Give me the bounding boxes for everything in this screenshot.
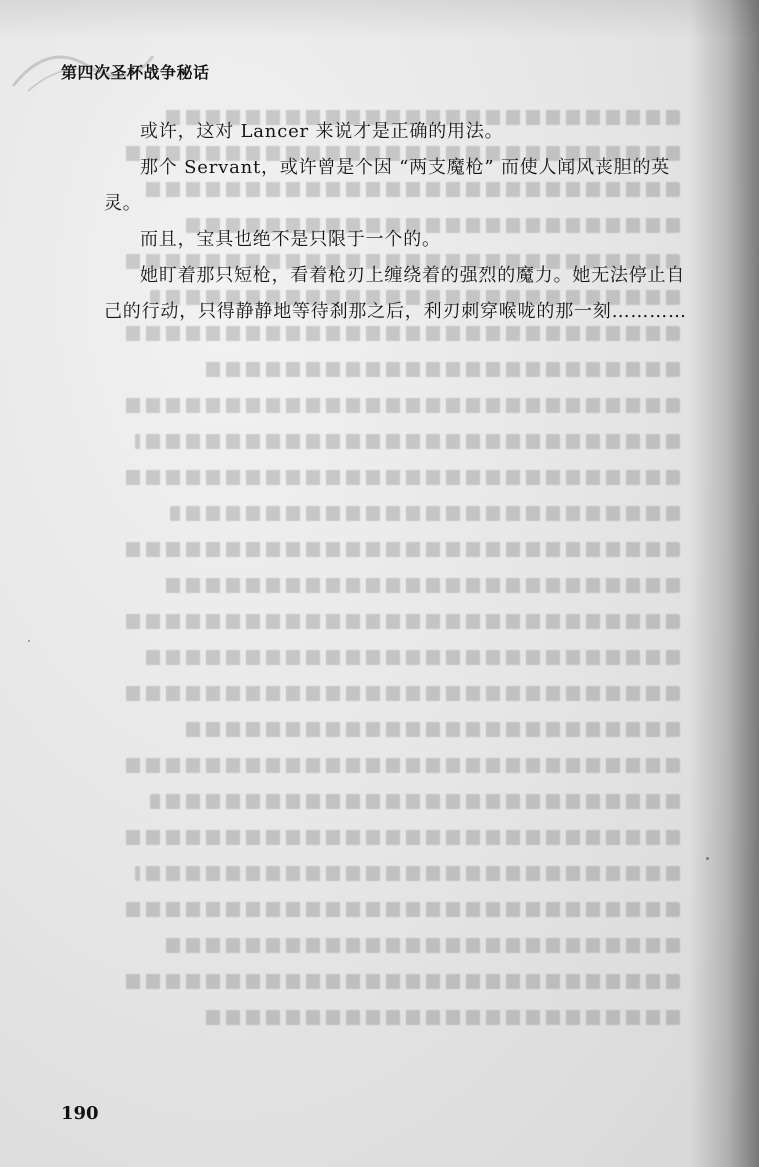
page-gutter-shadow bbox=[689, 0, 759, 1167]
paragraph: 而且，宝具也绝不是只限于一个的。 bbox=[140, 229, 441, 250]
paper-speck bbox=[706, 857, 709, 860]
paragraph: 她盯着那只短枪，看着枪刃上缠绕着的强烈的魔力。她无法停止自己的行动，只得静静地等待刹那之后，利刃刺穿喉咙的那一刻………… bbox=[104, 265, 687, 322]
running-header-title: 第四次圣杯战争秘话 bbox=[61, 63, 210, 82]
paper-speck bbox=[28, 640, 30, 642]
paragraph: 或许，这对 Lancer 来说才是正确的用法。 bbox=[140, 121, 504, 142]
paragraph: 那个 Servant，或许曾是个因 “两支魔枪” 而使人闻风丧胆的英灵。 bbox=[104, 157, 671, 214]
page-number: 190 bbox=[61, 1103, 99, 1124]
scan-top-shadow bbox=[0, 0, 759, 40]
body-text bbox=[104, 114, 696, 330]
